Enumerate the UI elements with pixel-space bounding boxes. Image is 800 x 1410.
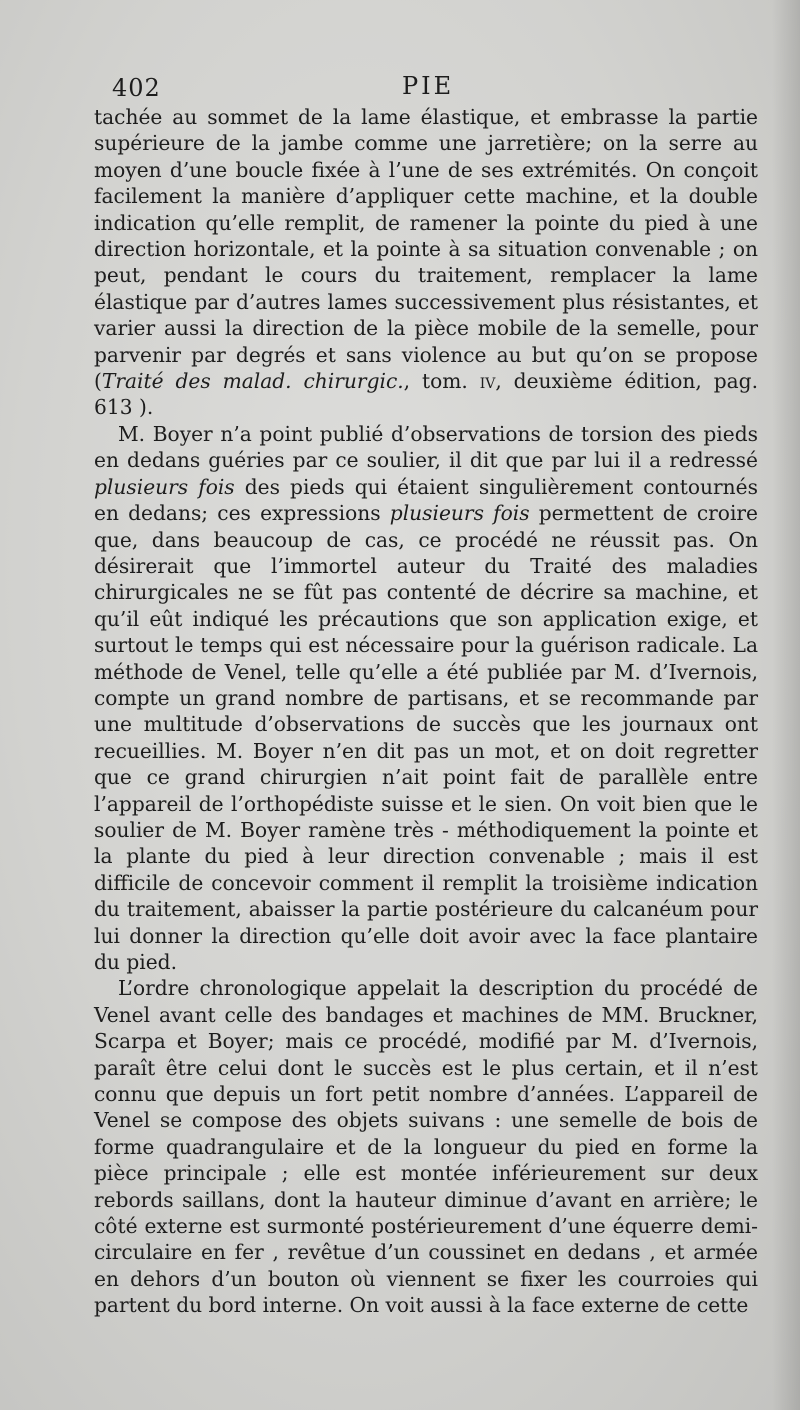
italic-phrase: plusieurs fois: [389, 501, 530, 526]
italic-phrase: plusieurs fois: [94, 474, 235, 499]
paragraph-3: [94, 975, 758, 1318]
italic-citation: Traité des malad. chirurgic.: [101, 369, 404, 394]
page-number: 402: [112, 74, 161, 102]
text-segment: permettent de croire que, dans beaucoup de cas, ce procédé ne réussit pas. On désirerait que l’immortel auteur du Traité des maladies chirurgicales ne se fût pas contenté de décrire sa machine, et qu’il eût indiqué les précautions que son application exige, et surtout le temps qui est nécessaire pour la guérison radicale. La méthode de Venel, telle qu’elle a été publiée par M. d’Ivernois, compte un grand nombre de partisans, et se recommande par une multitude d’observations de succès que les journaux ont recueillies. M. Boyer n’en dit pas un mot, et on doit regretter que ce grand chirurgien n’ait point fait de parallèle entre l’appareil de l’orthopédiste suisse et le sien. On voit bien que le soulier de M. Boyer ramène très - méthodiquement la pointe et la plante du pied à leur direction convenable ; mais il est difficile de concevoir comment il remplit la troisième indication du traitement, abaisser la partie postérieure du calcanéum pour lui donner la direction qu’elle doit avoir avec la face plantaire du pied.: [94, 501, 759, 974]
volume-number: iv: [479, 369, 496, 394]
paragraph-2: [94, 421, 758, 976]
text-segment: des pieds qui étaient singulièrement contournés en dedans; ces expressions: [94, 474, 758, 526]
text-segment: tachée au sommet de la lame élastique, et embrasse la partie supérieure de la jambe comme une jarretière; on la serre au moyen d’une boucle fixée à l’une de ses extrémités. On conçoit facilement la manière d’appliquer cette machine, et la double indication qu’elle remplit, de ramener la pointe du pied à une direction horizontale, et la pointe à sa situation convenable ; on peut, pendant le cours du traitement, remplacer la lame élastique par d’autres lames successivement plus résistantes, et varier aussi la direction de la pièce mobile de la semelle, pour parvenir par degrés et sans violence au but qu’on se propose (: [94, 105, 758, 394]
text-segment: , deuxième édition, pag. 613 ).: [94, 369, 758, 420]
body-text: [94, 104, 758, 1319]
running-head: PIE: [402, 72, 455, 100]
paragraph-1: [94, 104, 758, 421]
text-segment: , tom.: [403, 369, 480, 394]
page-edge-shadow: [772, 0, 800, 1410]
text-segment: M. Boyer n’a point publié d’observations de torsion des pieds en dedans guéries par ce soulier, il dit que par lui il a redressé: [94, 421, 758, 473]
text-segment: L’ordre chronologique appelait la description du procédé de Venel avant celle des bandages et machines de MM. Bruckner, Scarpa et Boyer; mais ce procédé, modifié par M. d’Ivernois, paraît être celui dont le succès est le plus certain, et il n’est connu que depuis un fort petit nombre d’années. L’appareil de Venel se compose des objets suivans : une semelle de bois de forme quadrangulaire et de la longueur du pied en forme la pièce principale ; elle est montée inférieurement sur deux rebords saillans, dont la hauteur diminue d’avant en arrière; le côté externe est surmonté postérieurement d’une équerre demi-circulaire en fer , revêtue d’un coussinet en dedans , et armée en dehors d’un bouton où viennent se fixer les courroies qui partent du bord interne. On voit aussi à la face externe de cette: [94, 976, 758, 1318]
